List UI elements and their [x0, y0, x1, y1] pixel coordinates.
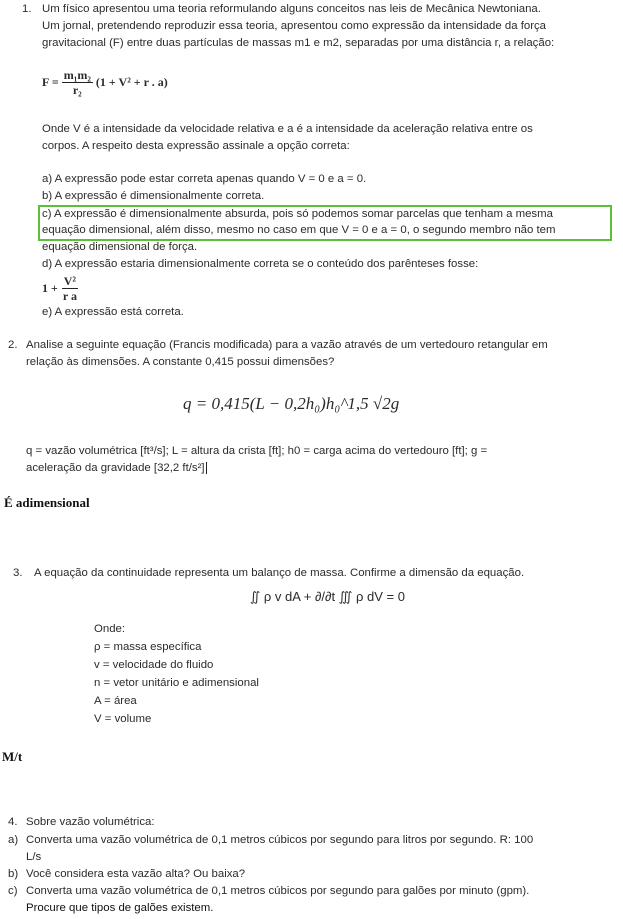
q1-after-line-1: Onde V é a intensidade da velocidade relativa e a é a intensidade da aceleração relativa entre os	[42, 123, 533, 135]
q1-option-d-formula	[42, 274, 82, 303]
q1-intro-line-3: gravitacional (F) entre duas partículas de massas m1 e m2, separadas por uma distância r, a relação:	[42, 37, 555, 49]
q2-equation: q = 0,415(L − 0,2h₀)h₀^1,5 √2g	[183, 394, 400, 413]
q1-formula-numerator: m₁m₂	[63, 68, 91, 82]
q1-option-c-line-2: equação dimensional, além disso, mesmo no caso em que V = 0 e a = 0, o segundo membro não tem	[42, 224, 556, 236]
q2-line-1: Analise a seguinte equação (Francis modificada) para a vazão através de um vertedouro retangular em	[26, 339, 548, 351]
text-cursor	[206, 462, 207, 474]
q2-line-2: relação às dimensões. A constante 0,415 possui dimensões?	[26, 356, 335, 368]
q4-c-label: c)	[8, 885, 18, 897]
q2-number: 2.	[8, 339, 18, 351]
q1-option-e: e) A expressão está correta.	[42, 306, 184, 318]
q1-formula-fraction	[62, 68, 93, 97]
q3-def-volume: V = volume	[94, 713, 152, 725]
q1-option-c-line-3: equação dimensional de força.	[42, 241, 198, 253]
q1-d-formula-fraction	[61, 274, 79, 303]
q4-b-line: Você considera esta vazão alta? Ou baixa?	[26, 868, 246, 880]
q2-answer: É adimensional	[4, 495, 90, 510]
q3-where: Onde:	[94, 623, 126, 635]
q4-c-line-1: Converta uma vazão volumétrica de 0,1 metros cúbicos por segundo para galões por minuto (gpm).	[26, 885, 530, 897]
q2-variables-line-2	[26, 461, 207, 476]
q1-option-d: d) A expressão estaria dimensionalmente correta se o conteúdo dos parênteses fosse:	[42, 258, 479, 270]
q1-d-formula-denominator: r a	[62, 289, 77, 303]
q4-c-line-2: Procure que tipos de galões existem.	[26, 902, 214, 914]
q4-title: Sobre vazão volumétrica:	[26, 816, 155, 828]
q1-option-b: b) A expressão é dimensionalmente correta.	[42, 190, 265, 202]
q1-intro-line-1: Um físico apresentou uma teoria reformulando alguns conceitos nas leis de Mecânica Newtoniana.	[42, 3, 541, 15]
q1-option-c-line-1: c) A expressão é dimensionalmente absurda, pois só podemos somar parcelas que tenham a mesma	[42, 208, 553, 220]
q4-number: 4.	[8, 816, 18, 828]
q1-formula-lhs: F =	[42, 75, 59, 89]
q1-after-line-2: corpos. A respeito desta expressão assinale a opção correta:	[42, 140, 350, 152]
q4-b-label: b)	[8, 868, 19, 880]
q1-number: 1.	[22, 3, 32, 15]
q3-answer: M/t	[2, 749, 23, 764]
q4-a-label: a)	[8, 834, 19, 846]
q3-line-1: A equação da continuidade representa um balanço de massa. Confirme a dimensão da equação.	[34, 567, 525, 579]
q1-d-formula-numerator: V²	[63, 274, 77, 288]
q3-equation: ∬ ρ v dA + ∂/∂t ∭ ρ dV = 0	[250, 589, 405, 604]
q1-formula	[42, 68, 168, 97]
q2-variables-line-1: q = vazão volumétrica [ft³/s]; L = altura da crista [ft]; h0 = carga acima do vertedouro [ft]; g =	[26, 445, 488, 457]
q1-intro-line-2: Um jornal, pretendendo reproduzir essa teoria, apresentou como expressão da intensidade da força	[42, 20, 547, 32]
q2-variables-text: aceleração da gravidade [32,2 ft/s²]	[26, 462, 205, 474]
q4-a-line-1: Converta uma vazão volumétrica de 0,1 metros cúbicos por segundo para litros por segundo. R: 100	[26, 834, 534, 846]
q3-def-normal: n = vetor unitário e adimensional	[94, 677, 259, 689]
q1-option-a: a) A expressão pode estar correta apenas quando V = 0 e a = 0.	[42, 173, 367, 185]
q1-formula-denominator: r₂	[72, 83, 82, 97]
q4-a-line-2: L/s	[26, 851, 42, 863]
q1-formula-rhs: (1 + V² + r . a)	[95, 75, 168, 89]
q3-def-rho: ρ = massa específica	[94, 641, 202, 653]
q3-def-area: A = área	[94, 695, 137, 707]
q3-def-velocity: v = velocidade do fluido	[94, 659, 214, 671]
q1-d-formula-one: 1 +	[42, 281, 58, 295]
q3-number: 3.	[13, 567, 23, 579]
